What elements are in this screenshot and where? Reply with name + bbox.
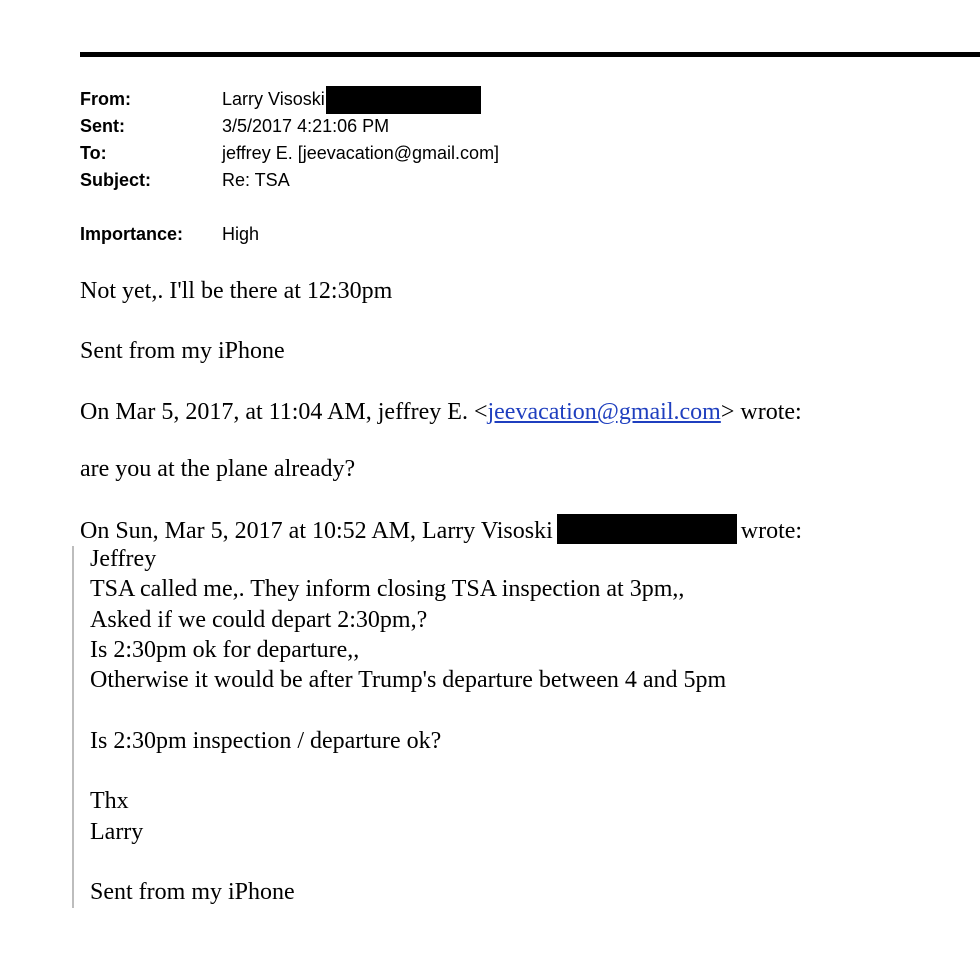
quote-line: Is 2:30pm ok for departure,, bbox=[90, 636, 360, 663]
to-value: jeffrey E. [jeevacation@gmail.com] bbox=[222, 143, 500, 163]
body-line-1: Not yet,. I'll be there at 12:30pm bbox=[80, 278, 393, 304]
quote-blank-line bbox=[90, 695, 726, 725]
header-importance-row bbox=[80, 221, 499, 248]
quote-blank-line bbox=[90, 756, 726, 786]
quote-line: Asked if we could depart 2:30pm,? bbox=[90, 606, 428, 633]
from-label: From: bbox=[80, 89, 131, 109]
quote-line: Larry bbox=[90, 818, 144, 845]
header-to-row bbox=[80, 140, 499, 167]
header-subject-row bbox=[80, 167, 499, 194]
header-from-row bbox=[80, 86, 499, 113]
quoted-message bbox=[90, 544, 726, 908]
quote-line: Sent from my iPhone bbox=[90, 879, 295, 906]
body-line-2: Sent from my iPhone bbox=[80, 338, 285, 364]
quote-line: Is 2:30pm inspection / departure ok? bbox=[90, 727, 442, 754]
reply-header-2-prefix: On Sun, Mar 5, 2017 at 10:52 AM, Larry Visoski bbox=[80, 518, 553, 544]
to-label: To: bbox=[80, 143, 107, 163]
quote-blank-line bbox=[90, 847, 726, 877]
quote-line: Otherwise it would be after Trump's departure between 4 and 5pm bbox=[90, 667, 727, 694]
body-line-4: are you at the plane already? bbox=[80, 456, 356, 482]
redaction-box bbox=[557, 514, 737, 544]
subject-label: Subject: bbox=[80, 170, 152, 190]
reply-header-1 bbox=[80, 397, 802, 427]
reply-header-1-suffix: > wrote: bbox=[720, 399, 802, 425]
quote-line: Jeffrey bbox=[90, 546, 157, 572]
quote-line: Thx bbox=[90, 788, 129, 815]
reply-header-2-suffix: wrote: bbox=[740, 518, 803, 544]
top-rule bbox=[80, 52, 980, 57]
email-link[interactable]: jeevacation@gmail.com bbox=[487, 399, 721, 425]
importance-label: Importance: bbox=[80, 224, 184, 244]
reply-header-1-prefix: On Mar 5, 2017, at 11:04 AM, jeffrey E. < bbox=[80, 399, 488, 425]
header-sent-row bbox=[80, 113, 499, 140]
reply-header-2 bbox=[80, 514, 802, 546]
redaction-box bbox=[326, 86, 481, 114]
sent-label: Sent: bbox=[80, 116, 125, 136]
sent-value: 3/5/2017 4:21:06 PM bbox=[222, 116, 390, 136]
quote-bar bbox=[72, 546, 74, 908]
importance-value: High bbox=[222, 224, 260, 244]
from-value: Larry Visoski bbox=[222, 89, 325, 109]
subject-value: Re: TSA bbox=[222, 170, 290, 190]
email-header bbox=[80, 86, 499, 248]
quote-line: TSA called me,. They inform closing TSA inspection at 3pm,, bbox=[90, 576, 685, 603]
from-value-wrap bbox=[222, 86, 481, 114]
